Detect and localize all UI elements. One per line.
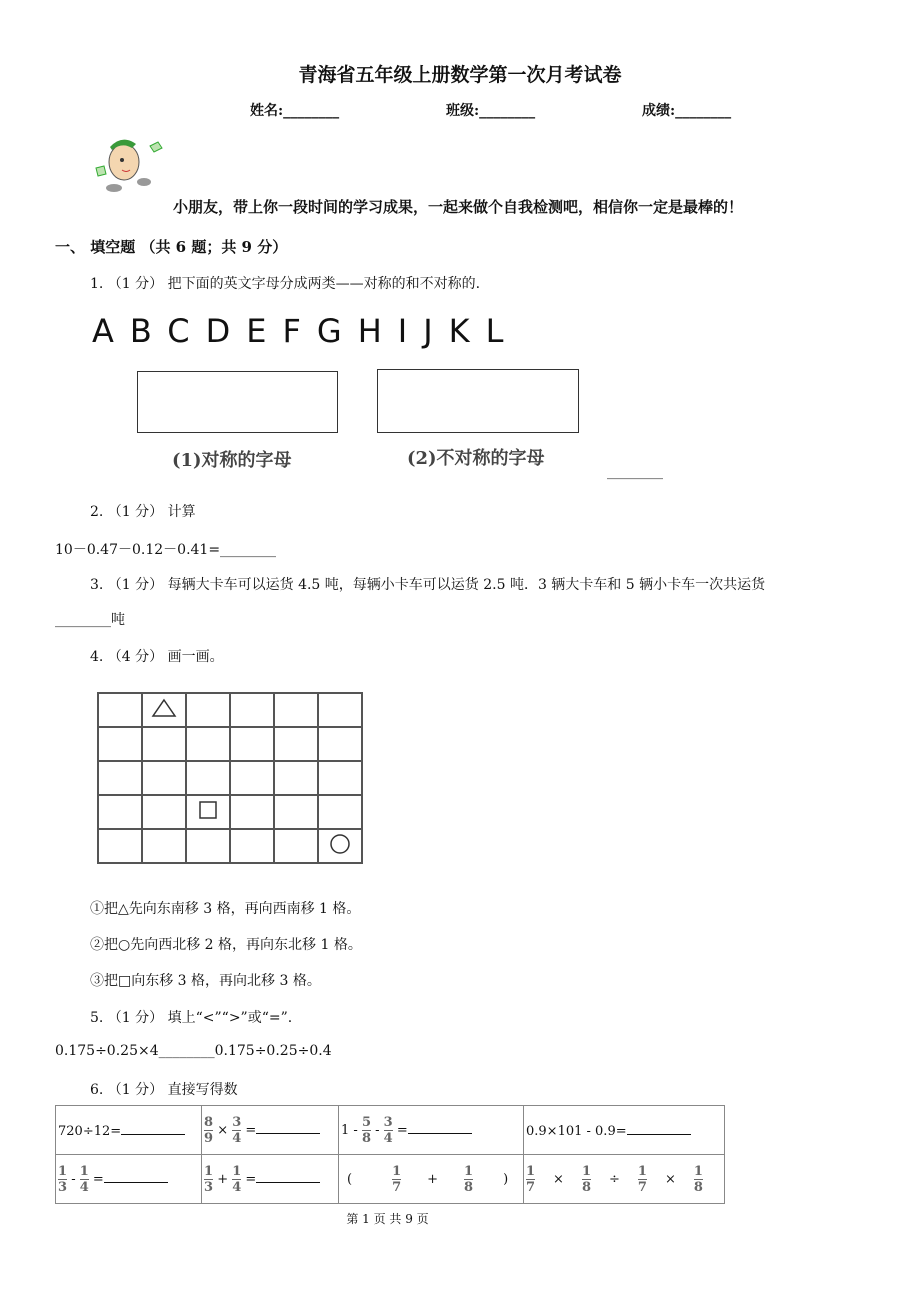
op: =: [245, 1122, 257, 1138]
op: +: [217, 1171, 229, 1187]
calc-cell: [339, 1106, 524, 1155]
calc-cell: [56, 1106, 202, 1155]
question-2: 2. （1 分） 计算: [90, 504, 196, 520]
asymmetric-label: (2)不对称的字母: [407, 448, 545, 469]
drawing-grid: [97, 692, 363, 864]
circle-icon: [329, 833, 351, 855]
calc-cell: [202, 1106, 339, 1155]
page-title: 青海省五年级上册数学第一次月考试卷: [298, 64, 622, 86]
triangle-icon: [151, 698, 177, 718]
answer-blank[interactable]: [256, 1121, 320, 1134]
fraction: $\frac{8}{9}$: [204, 1114, 214, 1146]
score-field: 成绩:________: [642, 103, 732, 119]
op: 1 -: [341, 1122, 358, 1138]
name-field: 姓名:________: [250, 103, 340, 119]
calc-cell: [339, 1155, 524, 1204]
class-field: 班级:________: [446, 103, 536, 119]
calc-table: [55, 1105, 725, 1204]
answer-blank[interactable]: [104, 1170, 168, 1183]
question-3: 3. （1 分） 每辆大卡车可以运货 4.5 吨，每辆小卡车可以运货 2.5 吨．3 辆大卡车和 5 辆小卡车一次共运货: [90, 577, 766, 593]
answer-blank[interactable]: [121, 1122, 185, 1135]
square-icon: [199, 801, 217, 819]
cartoon-mascot-image: [92, 132, 168, 194]
question-1: 1. （1 分） 把下面的英文字母分成两类——对称的和不对称的.: [90, 276, 481, 292]
fraction: $\frac{1}{3}$: [58, 1163, 68, 1195]
op: ÷: [609, 1171, 620, 1187]
section-heading: 一、 填空题 （共 6 题；共 9 分）: [55, 238, 288, 256]
q3-tail: ________吨: [55, 612, 125, 628]
answer-blank[interactable]: [627, 1122, 691, 1135]
question-5: 5. （1 分） 填上“<”“>”或“=”.: [90, 1010, 293, 1026]
calc-cell: [202, 1155, 339, 1204]
fraction: $\frac{5}{8}$: [361, 1114, 371, 1146]
fraction: $\frac{1}{8}$: [464, 1163, 474, 1195]
letters-row: ABCDEFGHIJKL: [92, 312, 520, 350]
fraction: $\frac{3}{4}$: [383, 1114, 393, 1146]
q4-instruction-1: ①把△先向东南移 3 格，再向西南移 1 格。: [90, 901, 361, 917]
op: -: [71, 1171, 76, 1187]
symmetric-label: (1)对称的字母: [172, 450, 292, 471]
asymmetric-box: [377, 369, 579, 433]
fraction: $\frac{1}{3}$: [204, 1163, 214, 1195]
op: =: [245, 1171, 257, 1187]
answer-blank[interactable]: [256, 1170, 320, 1183]
fraction: $\frac{1}{8}$: [693, 1163, 703, 1195]
fraction: $\frac{1}{4}$: [232, 1163, 242, 1195]
fraction: $\frac{1}{4}$: [79, 1163, 89, 1195]
calc-cell: [56, 1155, 202, 1204]
question-6: 6. （1 分） 直接写得数: [90, 1082, 238, 1098]
calc-cell: [524, 1155, 725, 1204]
expr: 0.9×101 - 0.9=: [526, 1123, 627, 1139]
answer-blank[interactable]: [408, 1121, 472, 1134]
op: =: [92, 1171, 104, 1187]
question-4: 4. （4 分） 画一画。: [90, 649, 224, 665]
intro-text: 小朋友，带上你一段时间的学习成果，一起来做个自我检测吧，相信你一定是最棒的！: [173, 198, 744, 216]
q5-expression: 0.175÷0.25×4________0.175÷0.25÷0.4: [55, 1043, 332, 1059]
fraction: $\frac{3}{4}$: [232, 1114, 242, 1146]
expr: 720÷12=: [58, 1123, 122, 1139]
fraction: $\frac{1}{8}$: [581, 1163, 591, 1195]
q4-instruction-2: ②把○先向西北移 2 格，再向东北移 1 格。: [90, 937, 362, 953]
page-footer: 第 1 页 共 9 页: [346, 1212, 429, 1226]
answer-blank[interactable]: ________: [607, 464, 663, 480]
fraction: $\frac{1}{7}$: [526, 1163, 536, 1195]
q4-instruction-3: ③把□向东移 3 格，再向北移 3 格。: [90, 973, 321, 989]
symmetric-box: [137, 371, 338, 433]
q2-expression: 10－0.47－0.12－0.41=________: [55, 542, 277, 558]
calc-cell: [524, 1106, 725, 1155]
op: -: [375, 1122, 380, 1138]
fraction: $\frac{1}{7}$: [392, 1163, 402, 1195]
op: (: [347, 1171, 353, 1187]
op: ×: [217, 1122, 229, 1138]
fraction: $\frac{1}{7}$: [637, 1163, 647, 1195]
op: +: [427, 1171, 439, 1187]
op: ×: [664, 1171, 676, 1187]
op: ×: [553, 1171, 564, 1187]
op: ): [503, 1171, 509, 1187]
op: =: [396, 1122, 408, 1138]
